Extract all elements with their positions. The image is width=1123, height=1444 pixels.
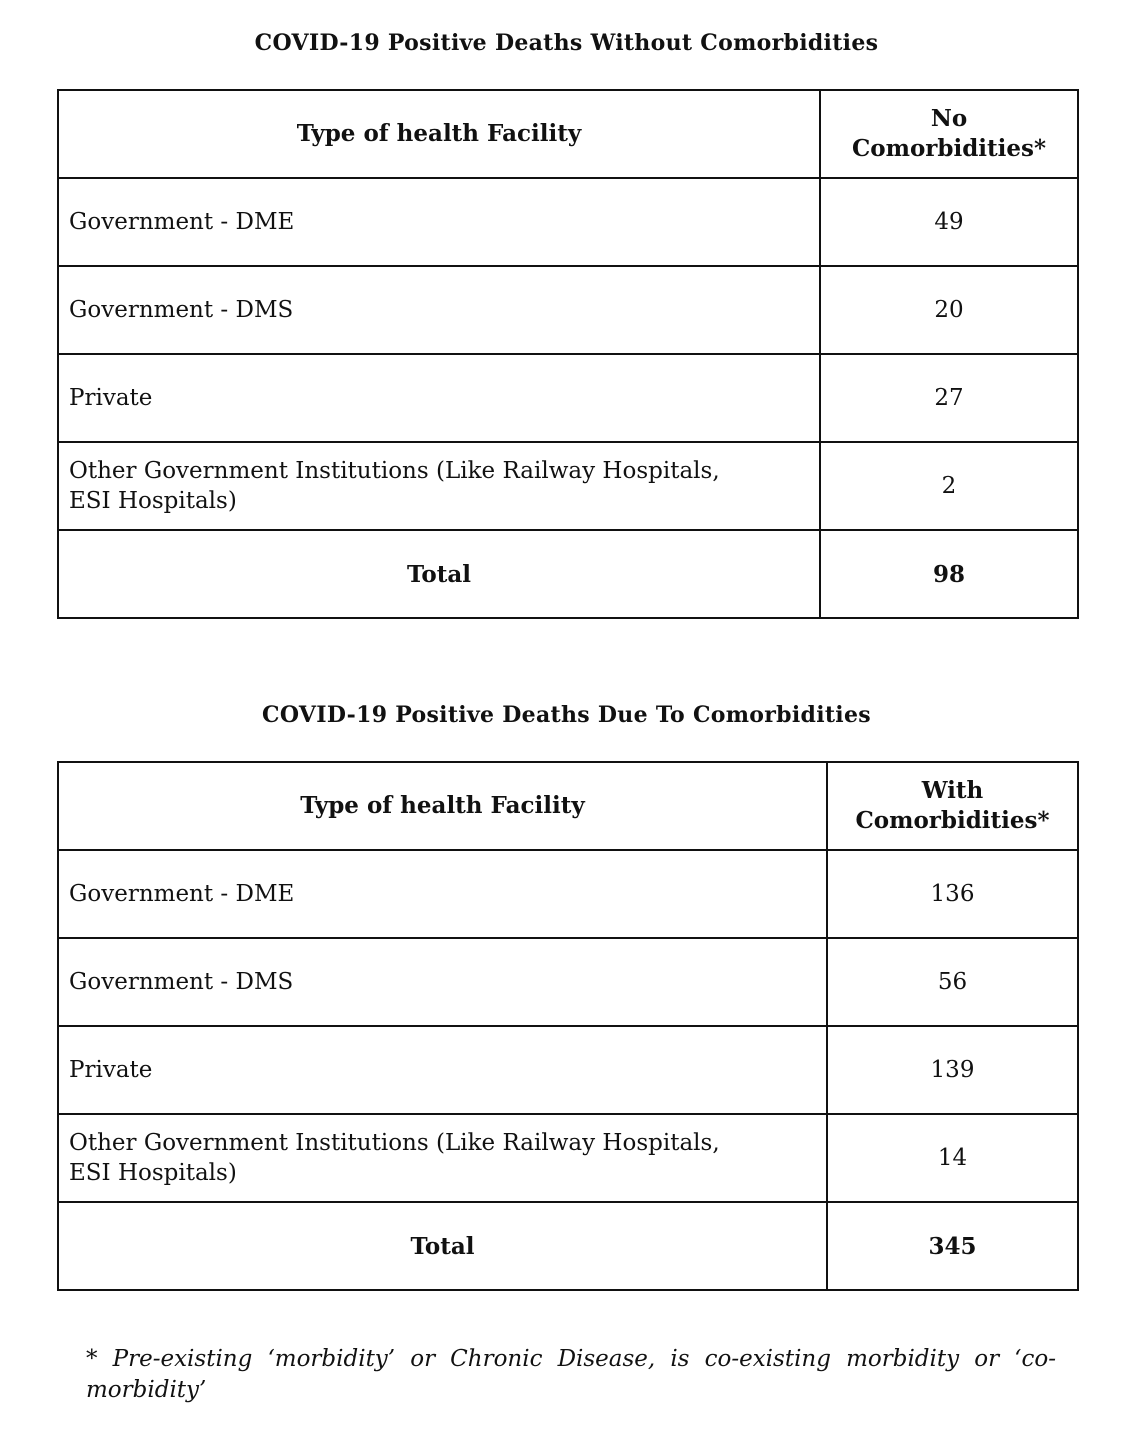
facility-column-header: Type of health Facility	[58, 90, 820, 178]
table-row	[58, 354, 1078, 442]
count-cell: 14	[827, 1114, 1078, 1202]
facility-column-header: Type of health Facility	[58, 762, 827, 850]
facility-cell: Private	[58, 354, 820, 442]
facility-cell: Government - DME	[58, 850, 827, 938]
table-header-row	[58, 90, 1078, 178]
table-header-row	[58, 762, 1078, 850]
count-cell: 27	[820, 354, 1078, 442]
total-value: 98	[820, 530, 1078, 618]
facility-cell: Government - DME	[58, 178, 820, 266]
total-value: 345	[827, 1202, 1078, 1290]
table-row	[58, 1114, 1078, 1202]
facility-cell: Other Government Institutions (Like Railway Hospitals, ESI Hospitals)	[58, 442, 820, 530]
facility-cell: Government - DMS	[58, 938, 827, 1026]
facility-cell: Government - DMS	[58, 266, 820, 354]
facility-cell: Private	[58, 1026, 827, 1114]
footnote: * Pre-existing ‘morbidity’ or Chronic Disease, is co-existing morbidity or ‘co-morbidity’	[86, 1346, 1056, 1403]
table-row	[58, 266, 1078, 354]
table-row	[58, 1026, 1078, 1114]
count-column-header: No Comorbidities*	[820, 90, 1078, 178]
count-cell: 2	[820, 442, 1078, 530]
table-row	[58, 850, 1078, 938]
deaths-without-comorbidities-table	[57, 89, 1079, 619]
count-cell: 136	[827, 850, 1078, 938]
total-label: Total	[58, 530, 820, 618]
total-row	[58, 1202, 1078, 1290]
facility-cell: Other Government Institutions (Like Railway Hospitals, ESI Hospitals)	[58, 1114, 827, 1202]
count-cell: 139	[827, 1026, 1078, 1114]
count-cell: 20	[820, 266, 1078, 354]
table-row	[58, 938, 1078, 1026]
total-label: Total	[58, 1202, 827, 1290]
total-row	[58, 530, 1078, 618]
table-title-without-comorbidities: COVID-19 Positive Deaths Without Comorbidities	[254, 30, 879, 56]
table-title-due-to-comorbidities: COVID-19 Positive Deaths Due To Comorbidities	[262, 702, 871, 728]
deaths-due-to-comorbidities-table	[57, 761, 1079, 1291]
count-cell: 49	[820, 178, 1078, 266]
count-cell: 56	[827, 938, 1078, 1026]
table-row	[58, 178, 1078, 266]
table-row	[58, 442, 1078, 530]
count-column-header: With Comorbidities*	[827, 762, 1078, 850]
